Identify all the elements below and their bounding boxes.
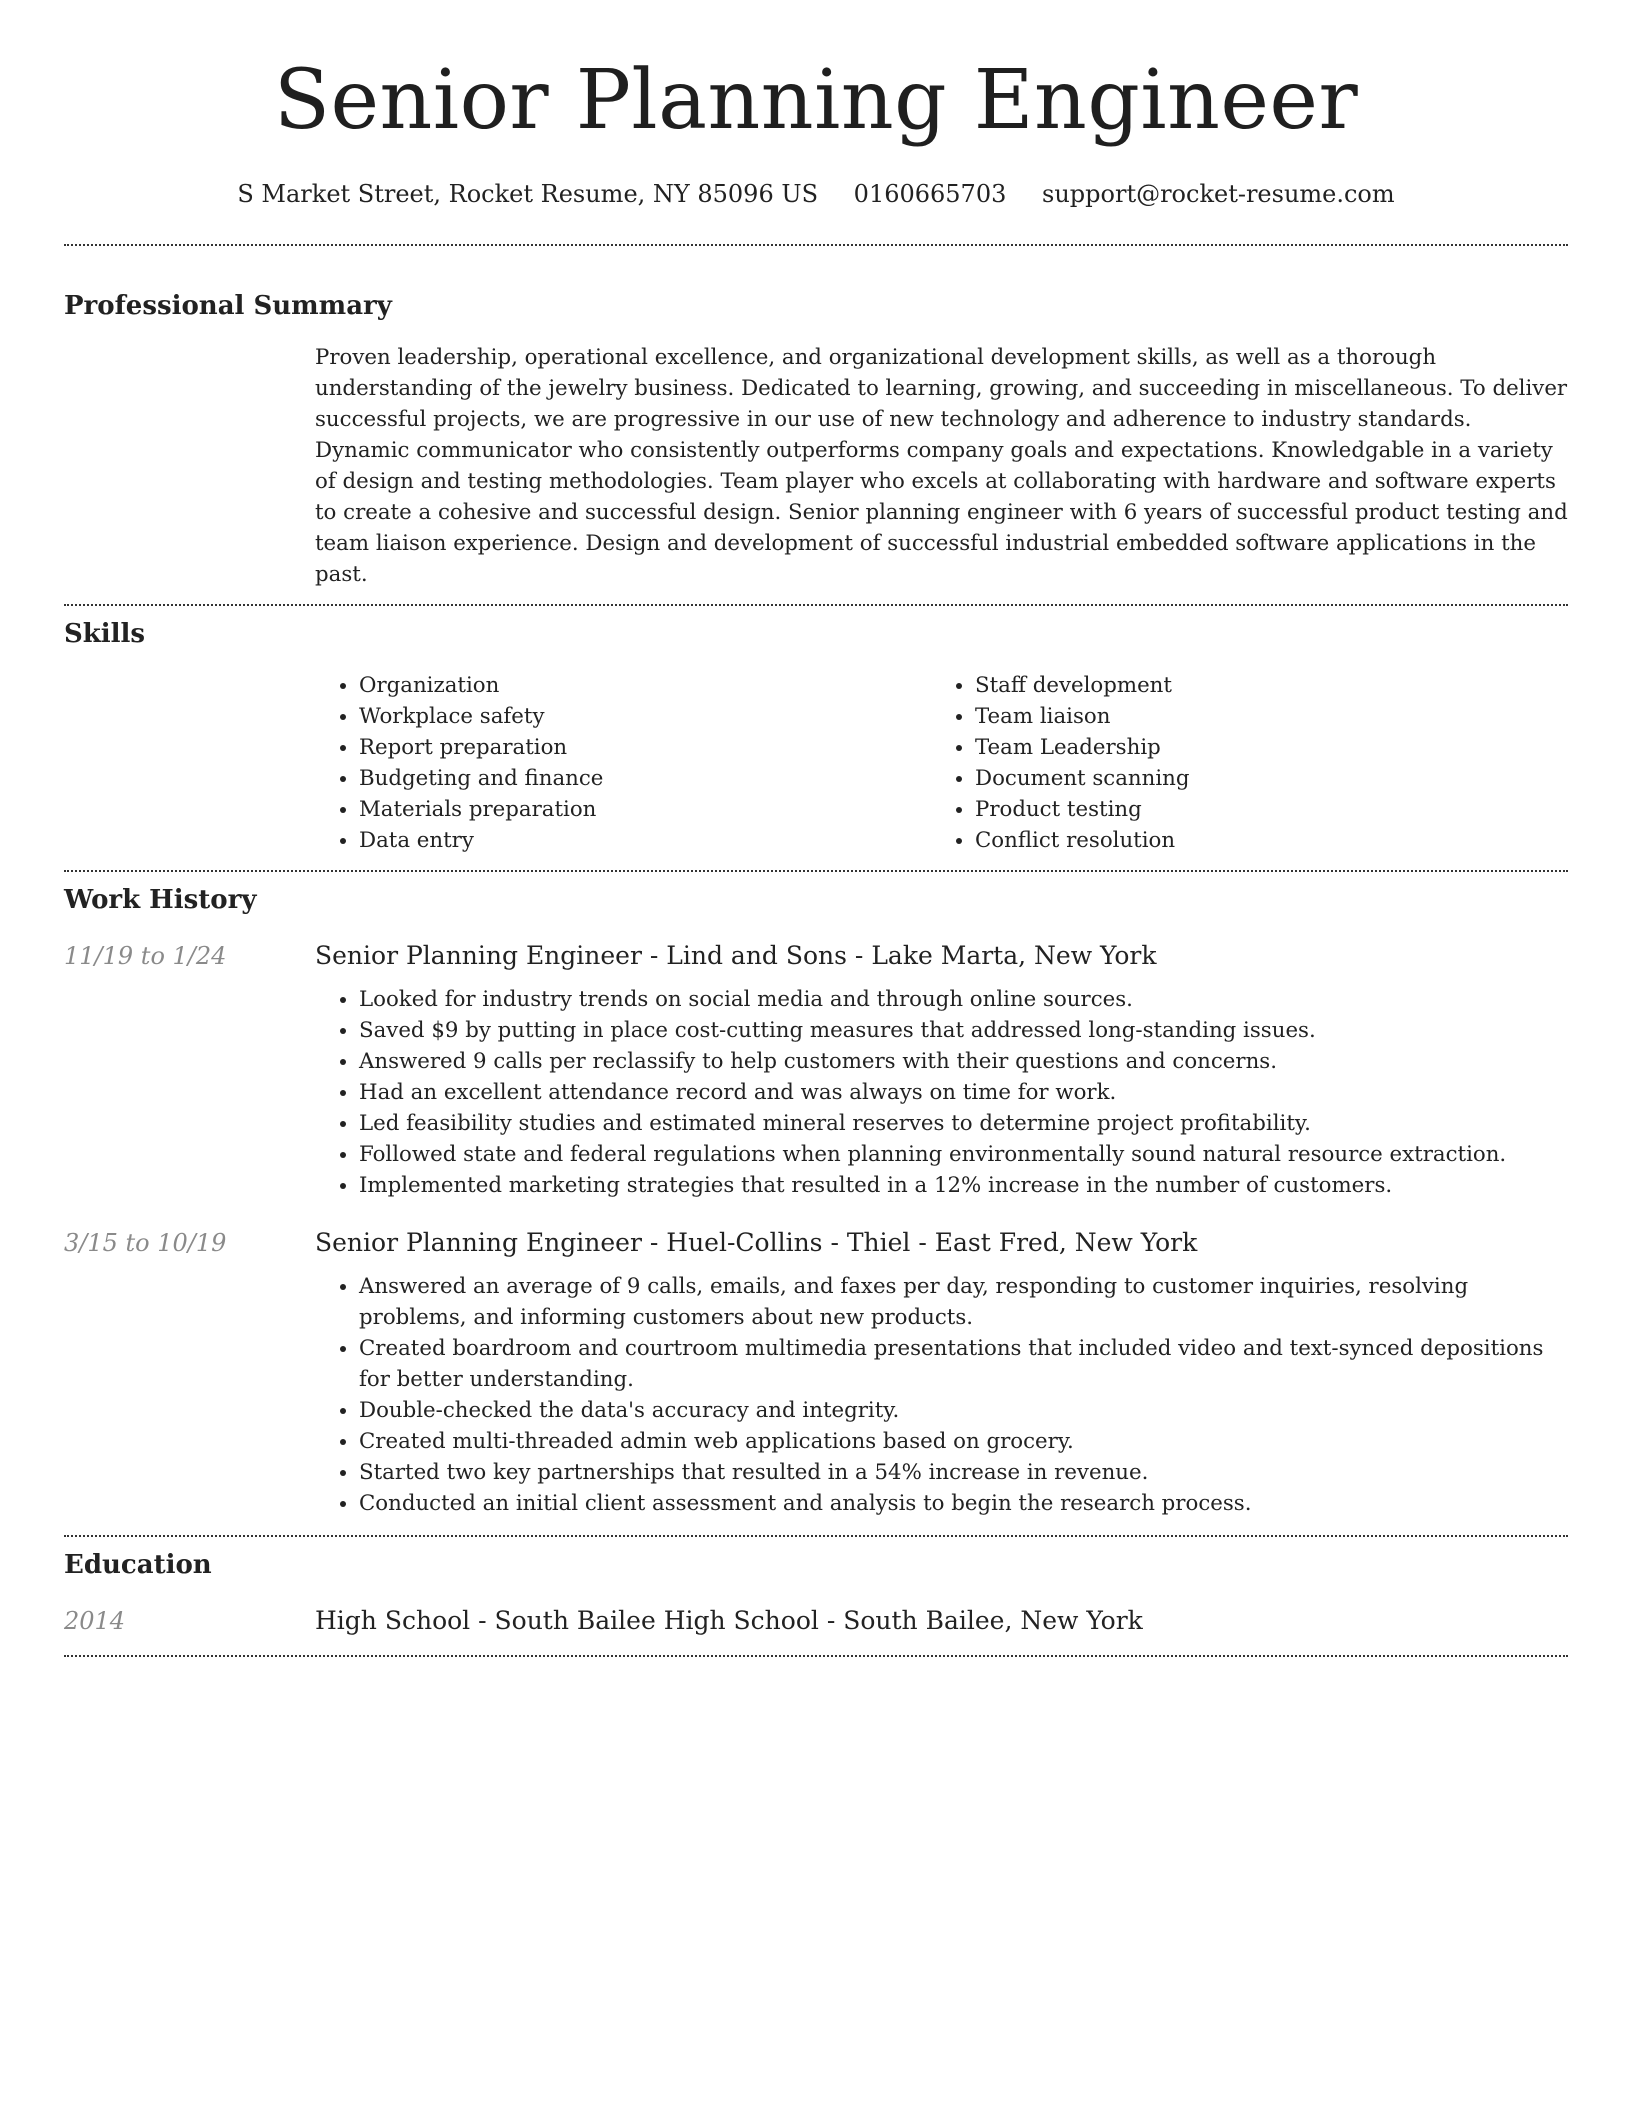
contact-email: support@rocket-resume.com	[1042, 180, 1395, 208]
job-bullet: • Created boardroom and courtroom multimedia presentations that included video and text-synced depositions for better understanding.	[359, 1333, 1568, 1395]
section-divider	[64, 1535, 1568, 1537]
summary-title: Professional Summary	[64, 291, 392, 321]
job-body	[315, 1225, 1568, 1519]
education-body	[315, 1603, 1568, 1639]
skill-item: • Report preparation	[359, 732, 931, 763]
job-bullet: • Implemented marketing strategies that resulted in a 12% increase in the number of customers.	[359, 1170, 1568, 1201]
section-divider	[64, 870, 1568, 872]
job-bullet: • Created multi-threaded admin web applications based on grocery.	[359, 1426, 1568, 1457]
education-entry	[64, 1603, 1568, 1655]
skill-item: • Product testing	[975, 794, 1547, 825]
skill-item: • Conflict resolution	[975, 825, 1547, 856]
section-divider	[64, 604, 1568, 606]
job-bullet: • Double-checked the data's accuracy and integrity.	[359, 1395, 1568, 1426]
job-dates: 11/19 to 1/24	[64, 942, 227, 970]
contact-address: S Market Street, Rocket Resume, NY 85096 US	[237, 180, 819, 208]
job-bullet: • Answered an average of 9 calls, emails, and faxes per day, responding to customer inquiries, resolving problems, and informing customers about new products.	[359, 1271, 1568, 1333]
skill-item: • Document scanning	[975, 763, 1547, 794]
education-heading: High School - South Bailee High School - South Bailee, New York	[315, 1606, 1143, 1635]
job-bullets	[315, 984, 1568, 1201]
job-bullet: • Followed state and federal regulations when planning environmentally sound natural resource extraction.	[359, 1139, 1568, 1170]
section-divider	[64, 244, 1568, 246]
education-title: Education	[64, 1550, 212, 1580]
skill-item: • Team liaison	[975, 701, 1547, 732]
job-dates: 3/15 to 10/19	[64, 1229, 227, 1257]
skill-item: • Data entry	[359, 825, 931, 856]
contact-line	[64, 178, 1568, 210]
education-year: 2014	[64, 1607, 126, 1635]
job-bullet: • Looked for industry trends on social media and through online sources.	[359, 984, 1568, 1015]
skill-item: • Budgeting and finance	[359, 763, 931, 794]
job-bullet: • Answered 9 calls per reclassify to help customers with their questions and concerns.	[359, 1046, 1568, 1077]
job-bullet: • Saved $9 by putting in place cost-cutting measures that addressed long-standing issues.	[359, 1015, 1568, 1046]
job-body	[315, 938, 1568, 1201]
work-history-title: Work History	[64, 885, 257, 915]
job-bullet: • Started two key partnerships that resulted in a 54% increase in revenue.	[359, 1457, 1568, 1488]
skill-item: • Materials preparation	[359, 794, 931, 825]
job-bullets	[315, 1271, 1568, 1519]
section-divider	[64, 1655, 1568, 1657]
skills-column-left	[315, 670, 931, 856]
summary-text: Proven leadership, operational excellence, and organizational development skills, as well as a thorough understanding of the jewelry business. Dedicated to learning, growing, and succeeding in miscellaneous. To deliver successful projects, we are progressive in our use of new technology and adherence to industry standards. Dynamic communicator who consistently outperforms company goals and expectations. Knowledgable in a variety of design and testing methodologies. Team player who excels at collaborating with hardware and software experts to create a cohesive and successful design. Senior planning engineer with 6 years of successful product testing and team liaison experience. Design and development of successful industrial embedded software applications in the past.	[315, 345, 1568, 587]
job-heading: Senior Planning Engineer - Lind and Sons - Lake Marta, New York	[315, 941, 1157, 970]
job-bullet: • Had an excellent attendance record and was always on time for work.	[359, 1077, 1568, 1108]
skill-item: • Organization	[359, 670, 931, 701]
resume-page	[64, 0, 1568, 1657]
job-bullet: • Led feasibility studies and estimated mineral reserves to determine project profitability.	[359, 1108, 1568, 1139]
skill-item: • Staff development	[975, 670, 1547, 701]
job-bullet: • Conducted an initial client assessment and analysis to begin the research process.	[359, 1488, 1568, 1519]
skill-item: • Workplace safety	[359, 701, 931, 732]
contact-phone: 0160665703	[853, 180, 1007, 208]
skills-title: Skills	[64, 619, 146, 649]
work-history-list	[64, 938, 1568, 1535]
skill-item: • Team Leadership	[975, 732, 1547, 763]
job-heading: Senior Planning Engineer - Huel-Collins - Thiel - East Fred, New York	[315, 1228, 1198, 1257]
skills-grid	[315, 670, 1568, 870]
job-entry	[64, 938, 1568, 1201]
resume-name: Senior Planning Engineer	[273, 53, 1359, 148]
job-entry	[64, 1225, 1568, 1519]
skills-column-right	[931, 670, 1547, 856]
